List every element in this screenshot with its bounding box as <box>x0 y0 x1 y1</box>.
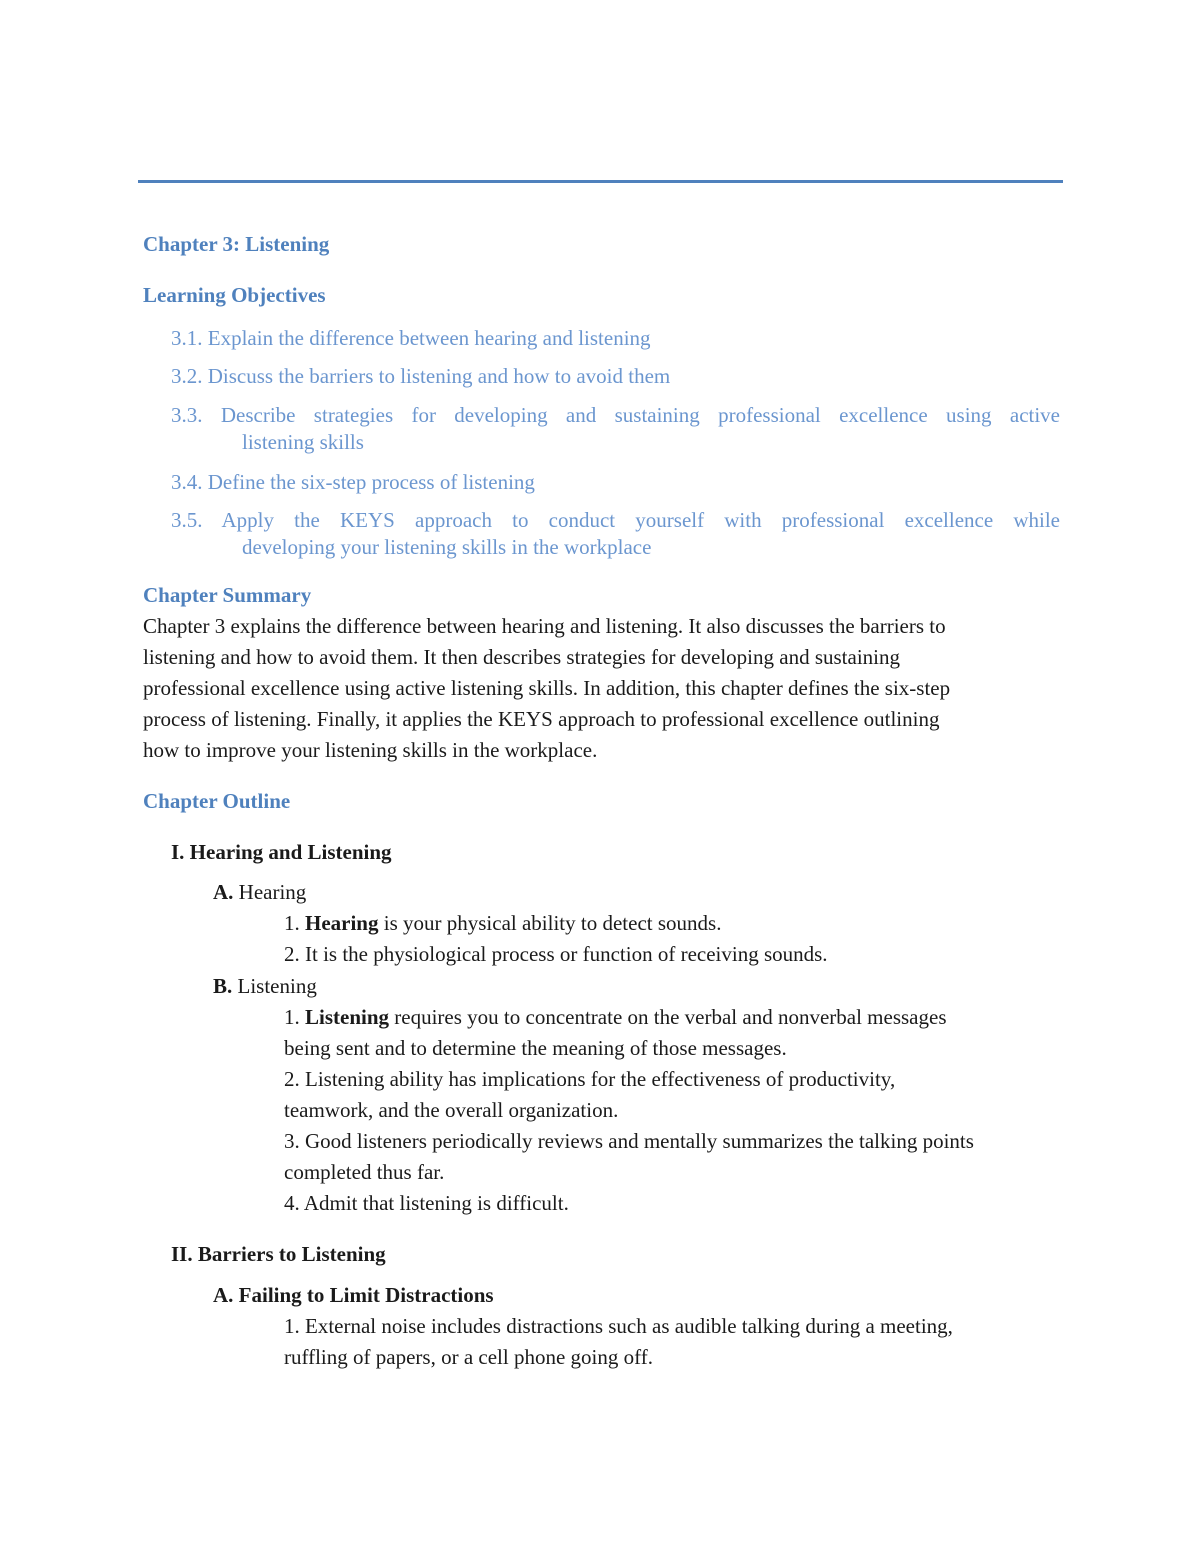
outline-item <box>284 1191 569 1216</box>
objectives-heading: Learning Objectives <box>143 283 326 307</box>
outline-marker: A. <box>213 880 234 904</box>
outline-section-title: II. Barriers to Listening <box>171 1242 386 1266</box>
outline-item-text: External noise includes distractions such as audible talking during a meeting, <box>305 1314 953 1338</box>
outline-item <box>284 942 828 967</box>
outline-section-title: I. Hearing and Listening <box>171 840 392 864</box>
outline-heading: Chapter Outline <box>143 789 291 813</box>
objective-text: Apply the KEYS approach to conduct yourself with professional excellence while <box>221 508 1060 532</box>
objective-item <box>171 508 1060 533</box>
outline-marker: B. <box>213 974 233 998</box>
outline-item-text: Listening ability has implications for the effectiveness of productivity, <box>305 1067 896 1091</box>
summary-line: Chapter 3 explains the difference between hearing and listening. It also discusses the barriers to <box>143 614 946 638</box>
objective-number: 3.4. <box>171 470 203 494</box>
outline-item <box>284 1067 895 1092</box>
outline-item-text: requires you to concentrate on the verbal and nonverbal messages <box>394 1005 947 1029</box>
objective-text: Describe strategies for developing and sustaining professional excellence using active <box>220 403 1061 427</box>
outline-item <box>284 1129 974 1154</box>
outline-item-continued: ruffling of papers, or a cell phone going off. <box>284 1345 653 1369</box>
outline-subsection <box>213 880 306 905</box>
outline-item-number: 1. <box>284 911 300 935</box>
objective-text: Define the six-step process of listening <box>207 470 535 494</box>
outline-item-text: is your physical ability to detect sounds. <box>383 911 722 935</box>
outline-item-number: 1. <box>284 1005 300 1029</box>
outline-item-number: 3. <box>284 1129 300 1153</box>
summary-line: listening and how to avoid them. It then describes strategies for developing and sustaining <box>143 645 901 669</box>
outline-item-continued: completed thus far. <box>284 1160 445 1184</box>
outline-item-number: 2. <box>284 942 300 966</box>
outline-item-text: Admit that listening is difficult. <box>303 1191 569 1215</box>
objective-number: 3.1. <box>171 326 203 350</box>
summary-heading: Chapter Summary <box>143 583 312 607</box>
outline-item <box>284 911 721 936</box>
objective-item <box>171 364 670 389</box>
objective-item <box>171 403 1060 428</box>
outline-item-text: It is the physiological process or function of receiving sounds. <box>305 942 828 966</box>
outline-item-continued: teamwork, and the overall organization. <box>284 1098 619 1122</box>
header-rule <box>138 180 1063 183</box>
summary-line: professional excellence using active listening skills. In addition, this chapter defines the six-step <box>143 676 951 700</box>
outline-term: Hearing <box>305 911 379 935</box>
outline-term: Listening <box>305 1005 390 1029</box>
objective-text-continued: developing your listening skills in the workplace <box>242 535 652 559</box>
objective-number: 3.5. <box>171 508 203 532</box>
summary-line: process of listening. Finally, it applies the KEYS approach to professional excellence outlining <box>143 707 940 731</box>
objective-text-continued: listening skills <box>242 430 364 454</box>
objective-item <box>171 326 651 351</box>
outline-subsection-title: A. Failing to Limit Distractions <box>213 1283 494 1307</box>
objective-text: Discuss the barriers to listening and how to avoid them <box>207 364 671 388</box>
outline-item <box>284 1005 947 1030</box>
objective-number: 3.3. <box>171 403 203 427</box>
summary-line: how to improve your listening skills in the workplace. <box>143 738 598 762</box>
objective-text: Explain the difference between hearing and listening <box>207 326 651 350</box>
objective-number: 3.2. <box>171 364 203 388</box>
outline-item-continued: being sent and to determine the meaning of those messages. <box>284 1036 787 1060</box>
outline-subsection-title: Listening <box>237 974 317 998</box>
outline-subsection-title: Hearing <box>238 880 307 904</box>
outline-item-number: 4. <box>284 1191 300 1215</box>
chapter-title: Chapter 3: Listening <box>143 232 330 256</box>
outline-subsection <box>213 974 317 999</box>
outline-item-number: 2. <box>284 1067 300 1091</box>
outline-item <box>284 1314 953 1339</box>
outline-item-number: 1. <box>284 1314 300 1338</box>
objective-item <box>171 470 535 495</box>
outline-item-text: Good listeners periodically reviews and mentally summarizes the talking points <box>305 1129 974 1153</box>
